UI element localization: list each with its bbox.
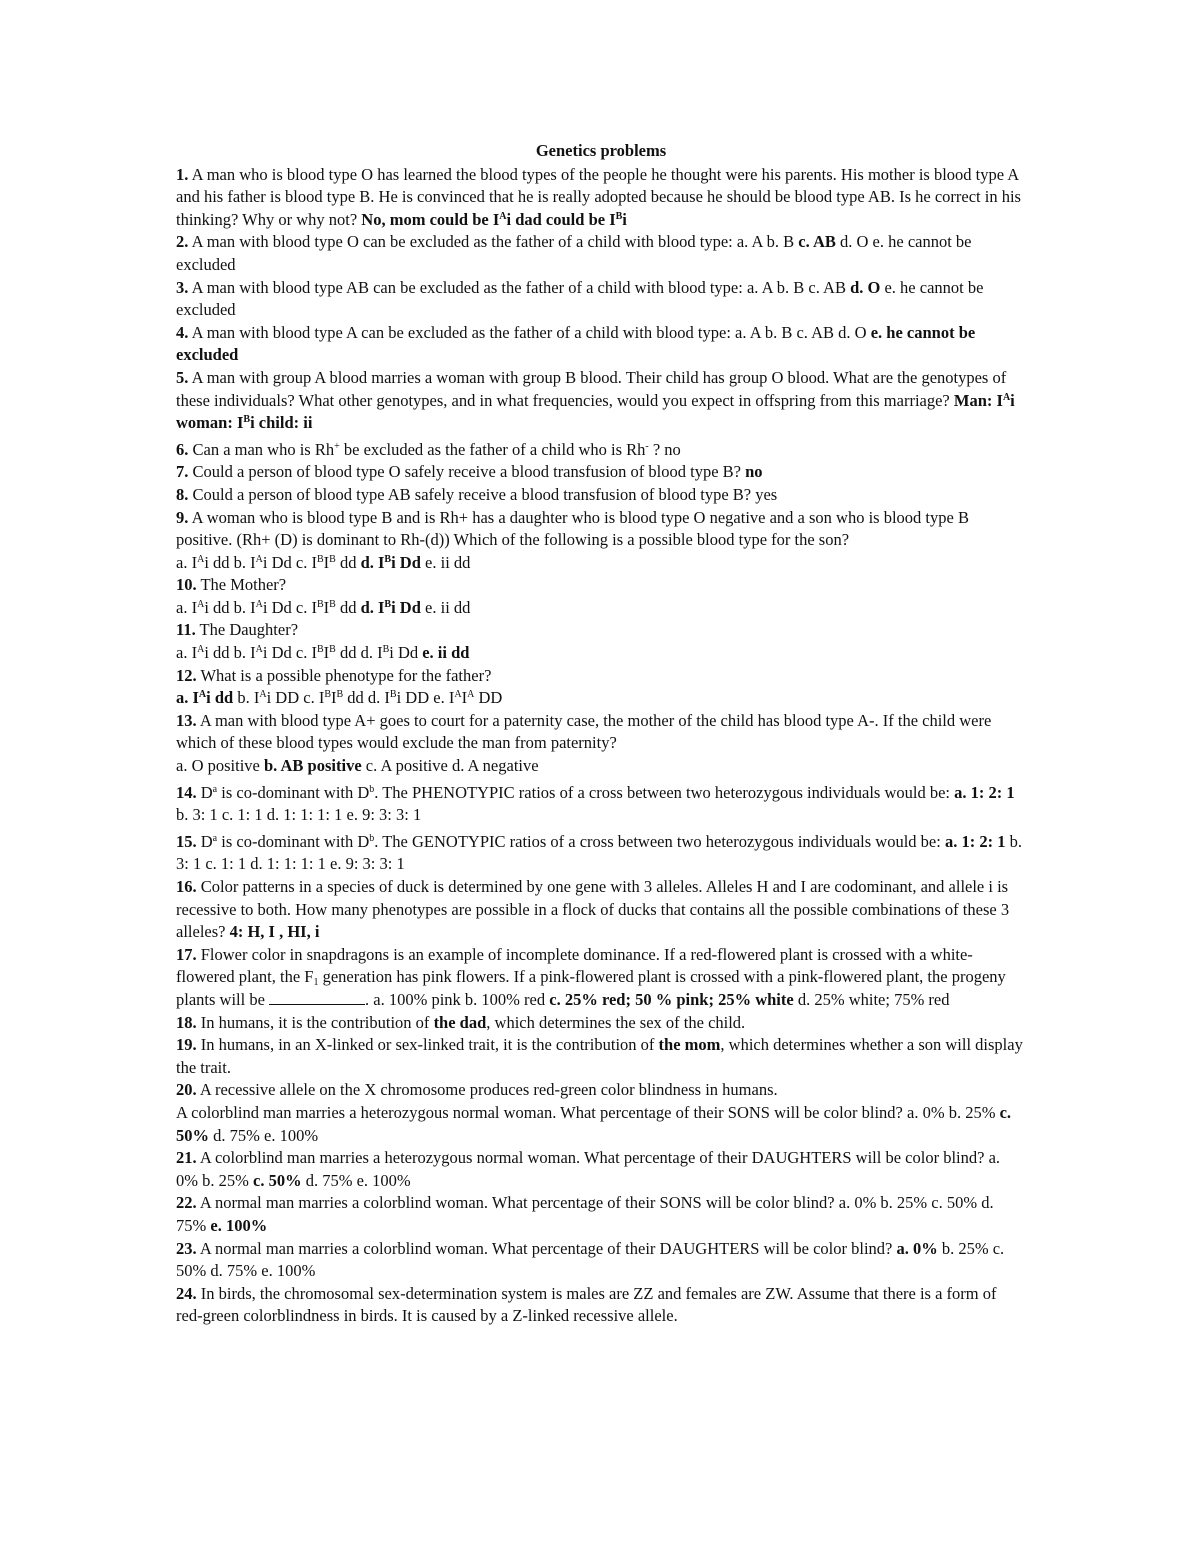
option-d: i Dd: [391, 597, 426, 617]
allele-superscript: a: [212, 832, 218, 844]
answer: [361, 598, 425, 617]
question-number: 5.: [176, 367, 189, 387]
allele-superscript: B: [316, 553, 324, 565]
worksheet-page: [176, 140, 1026, 1328]
question-6: [176, 439, 1026, 462]
question-number: 16.: [176, 877, 197, 896]
allele: I: [311, 552, 317, 572]
answer-part: i dad could be I: [506, 209, 616, 229]
question-text: Could a person of blood type O safely receive a blood transfusion of blood type B?: [188, 462, 746, 482]
question-text: D: [196, 831, 213, 851]
question-text: Flower color in snapdragons is an example of incomplete dominance. If a red-flowered plant is crossed with a white-flowered plant, the F: [176, 944, 973, 987]
question-number: 17.: [176, 944, 197, 964]
answer-part: Man: I: [953, 390, 1003, 410]
answer: b. AB positive: [264, 756, 362, 776]
options-9: [176, 552, 1026, 575]
allele-superscript: B: [324, 689, 331, 701]
question-options: d. 75% e. 100%: [209, 1125, 319, 1145]
question-options: b. 25% c. 50% d. 75% e. 100%: [176, 1238, 1005, 1281]
answer: the dad: [433, 1012, 487, 1032]
allele-superscript: A: [255, 598, 263, 610]
question-text: , which determines the sex of the child.: [486, 1012, 746, 1032]
question-number: 9.: [176, 507, 189, 527]
question-text: A man with blood type O can be excluded as the father of a child with blood type: a. A b. B: [188, 232, 799, 252]
question-text: ? no: [648, 439, 681, 459]
question-1: [176, 164, 1026, 232]
option-e: e.: [433, 688, 449, 708]
page-title: Genetics problems: [535, 141, 667, 160]
allele-superscript: A: [454, 689, 462, 701]
question-15: [176, 831, 1026, 876]
option-a: i dd: [204, 552, 234, 572]
allele-superscript: B: [329, 644, 336, 656]
option-a: a.: [176, 597, 192, 617]
option-a: a. O positive: [176, 756, 264, 776]
allele-superscript: B: [316, 598, 324, 610]
answer: e. he cannot be excluded: [176, 322, 976, 365]
answer: e. ii dd: [422, 643, 470, 663]
options-13: [176, 755, 1026, 778]
answer: e. 100%: [210, 1215, 268, 1235]
question-text: In birds, the chromosomal sex-determination system is males are ZZ and females are ZW. Assume that there is a form of red-green colorblindness in birds. It is caused by a Z-linked recessive allele.: [176, 1283, 997, 1326]
options-11: [176, 642, 1026, 665]
answer: c. 25% red; 50 % pink; 25% white: [549, 989, 794, 1009]
allele-superscript: A: [255, 553, 263, 565]
answer: d. O: [850, 277, 881, 297]
option-d: d.: [360, 552, 378, 572]
question-22: [176, 1192, 1026, 1237]
question-text: A colorblind man marries a heterozygous normal woman. What percentage of their DAUGHTERS will be color blind? a. 0% b. 25%: [176, 1148, 1001, 1190]
option-e: e. ii dd: [425, 597, 471, 617]
option-a: a.: [176, 552, 192, 572]
allele-superscript: A: [198, 689, 207, 701]
allele: I: [253, 688, 260, 708]
answer: c. AB: [798, 232, 836, 252]
option-b: i Dd: [262, 643, 296, 663]
question-text: A colorblind man marries a heterozygous normal woman. What percentage of their SONS will be color blind? a. 0% b. 25%: [176, 1102, 1000, 1122]
allele: I: [461, 688, 468, 708]
allele: I: [323, 552, 330, 572]
question-number: 23.: [176, 1238, 197, 1258]
question-text: A woman who is blood type B and is Rh+ has a daughter who is blood type O negative and a son who is blood type B positive. (Rh+ (D) is dominant to Rh-(d)) Which of the following is a possible blood type for the son?: [176, 507, 969, 550]
allele-superscript: A: [197, 644, 205, 656]
option-d: d.: [367, 688, 385, 708]
allele-superscript: B: [382, 644, 390, 656]
question-2: [176, 231, 1026, 276]
question-text: is co-dominant with D: [217, 831, 370, 851]
question-text: , which determines whether a son will display the trait.: [176, 1035, 1023, 1077]
allele: I: [377, 643, 383, 663]
allele: I: [250, 597, 256, 617]
option-b: b.: [233, 552, 251, 572]
answer: c. 50%: [176, 1102, 1012, 1145]
question-number: 6.: [176, 439, 189, 459]
question-4: [176, 322, 1026, 367]
answer: a. 0%: [896, 1238, 938, 1258]
allele-superscript: b: [369, 783, 375, 795]
question-text: A normal man marries a colorblind woman. What percentage of their SONS will be color blind? a. 0% b. 25% c. 50% d. 75%: [176, 1193, 994, 1235]
allele-superscript: A: [255, 644, 263, 656]
question-options: c. A positive d. A negative: [361, 756, 539, 776]
option-c: dd: [343, 688, 368, 708]
question-text: A man with blood type A+ goes to court for a paternity case, the mother of the child has blood type A-. If the child were which of these blood types would exclude the man from paternity?: [176, 710, 992, 753]
option-c: c.: [295, 552, 312, 572]
question-19: [176, 1034, 1026, 1079]
allele: I: [250, 552, 256, 572]
option-c: dd: [335, 597, 361, 617]
answer: [176, 688, 233, 707]
question-text: A man with blood type A can be excluded as the father of a child with blood type: a. A b. B c. AB d. O: [188, 322, 871, 342]
allele: I: [318, 688, 325, 708]
option-b: i DD: [266, 688, 304, 708]
allele-superscript: A: [197, 553, 205, 565]
rh-superscript: -: [645, 440, 649, 452]
allele: I: [323, 597, 330, 617]
answer: [361, 210, 627, 229]
question-number: 21.: [176, 1148, 197, 1168]
option-b: b.: [233, 643, 251, 663]
question-number: 10.: [176, 575, 197, 595]
question-text: is co-dominant with D: [217, 782, 370, 802]
question-23: [176, 1238, 1026, 1283]
question-number: 20.: [176, 1080, 197, 1100]
question-text: A man who is blood type O has learned the blood types of the people he thought were his parents. His mother is blood type A and his father is blood type B. He is convinced that he is really adopted because he should be blood type AB. Is he correct in his thinking? Why or why not?: [176, 164, 1021, 229]
allele-superscript: B: [389, 689, 397, 701]
question-text: D: [196, 782, 213, 802]
question-9: [176, 507, 1026, 552]
allele: I: [250, 643, 256, 663]
question-20-part: [176, 1102, 1026, 1147]
question-number: 24.: [176, 1283, 197, 1303]
option-c: c.: [295, 643, 312, 663]
question-number: 14.: [176, 782, 197, 802]
allele: I: [191, 643, 198, 663]
question-text: be excluded as the father of a child who is Rh: [339, 439, 646, 459]
allele-superscript: B: [615, 210, 623, 222]
option-a: i dd: [204, 597, 234, 617]
answer: no: [745, 462, 763, 482]
question-3: [176, 277, 1026, 322]
question-text: A normal man marries a colorblind woman. What percentage of their DAUGHTERS will be color blind?: [196, 1238, 897, 1258]
question-text: Can a man who is Rh: [188, 439, 335, 459]
question-number: 7.: [176, 462, 189, 482]
question-text: The Daughter?: [195, 620, 299, 640]
option-a: i dd: [204, 643, 234, 663]
allele-superscript: B: [243, 414, 251, 426]
question-options: e. he cannot be excluded: [176, 277, 984, 320]
question-17: [176, 944, 1026, 1012]
question-options: d. O e. he cannot be excluded: [176, 232, 972, 274]
option-a: i dd: [206, 688, 234, 708]
option-c: c.: [303, 688, 319, 708]
allele: I: [191, 552, 198, 572]
option-c: c.: [295, 597, 312, 617]
answer: 4: H, I , HI, i: [229, 922, 320, 942]
allele-superscript: B: [384, 553, 392, 565]
question-20: [176, 1079, 1026, 1102]
option-d: d.: [360, 597, 378, 617]
option-d: i Dd: [389, 643, 423, 663]
allele-superscript: A: [499, 210, 507, 222]
allele: I: [311, 597, 317, 617]
allele-superscript: B: [336, 689, 344, 701]
options-12: [176, 687, 1026, 710]
question-number: 3.: [176, 277, 189, 297]
allele: I: [378, 552, 385, 572]
allele-superscript: B: [316, 644, 324, 656]
question-13: [176, 710, 1026, 755]
option-c: dd: [335, 643, 361, 663]
question-11: [176, 619, 1026, 642]
allele-superscript: A: [1002, 391, 1011, 403]
question-number: 18.: [176, 1012, 197, 1032]
allele-superscript: A: [467, 689, 475, 701]
question-number: 4.: [176, 322, 189, 342]
question-text: Could a person of blood type AB safely receive a blood transfusion of blood type B? yes: [188, 484, 778, 504]
allele: I: [191, 597, 198, 617]
options-10: [176, 597, 1026, 620]
answer-blank: [269, 990, 365, 1005]
answer: a. 1: 2: 1: [944, 831, 1006, 851]
allele: I: [192, 688, 199, 708]
option-b: b.: [237, 688, 254, 708]
answer-part: i: [622, 209, 627, 229]
question-16: [176, 876, 1026, 944]
allele: I: [448, 688, 455, 708]
allele-superscript: A: [259, 689, 267, 701]
question-21: [176, 1147, 1026, 1192]
question-text: The Mother?: [196, 575, 287, 595]
allele-superscript: b: [369, 832, 375, 844]
question-text: A man with blood type AB can be excluded as the father of a child with blood type: a. A b. B c. AB: [188, 277, 851, 297]
question-text: . The GENOTYPIC ratios of a cross between two heterozygous individuals would be:: [374, 831, 945, 851]
allele-superscript: a: [212, 783, 218, 795]
option-d: i Dd: [391, 552, 426, 572]
option-b: i Dd: [262, 552, 296, 572]
allele: I: [384, 688, 390, 708]
allele: I: [311, 643, 317, 663]
question-text: In humans, it is the contribution of: [196, 1012, 434, 1032]
answer-part: No, mom could be I: [361, 209, 500, 229]
question-number: 12.: [176, 665, 197, 685]
rh-superscript: +: [334, 440, 340, 452]
question-number: 19.: [176, 1035, 197, 1055]
question-8: [176, 484, 1026, 507]
question-text: . The PHENOTYPIC ratios of a cross between two heterozygous individuals would be:: [374, 782, 955, 802]
question-text: In humans, in an X-linked or sex-linked trait, it is the contribution of: [196, 1035, 659, 1055]
question-12: [176, 665, 1026, 688]
question-text: A recessive allele on the X chromosome produces red-green color blindness in humans.: [196, 1080, 778, 1100]
question-number: 2.: [176, 232, 189, 252]
question-number: 11.: [176, 620, 196, 640]
allele: I: [323, 643, 330, 663]
question-text: generation has pink flowers. If a pink-flowered plant is crossed with a pink-flowered plant, the progeny plants will be: [176, 967, 1006, 1009]
question-number: 8.: [176, 484, 189, 504]
option-d: i DD: [396, 688, 434, 708]
question-text: A man with group A blood marries a woman with group B blood. Their child has group O blood. What are the genotypes of these individuals? What other genotypes, and in what frequencies, would you expect in offspring from this marriage?: [176, 367, 1007, 410]
answer: a. 1: 2: 1: [954, 782, 1015, 802]
question-number: 13.: [176, 710, 197, 730]
option-a: a.: [176, 688, 193, 708]
question-text: What is a possible phenotype for the father?: [196, 665, 492, 685]
option-b: b.: [233, 597, 251, 617]
option-b: i Dd: [262, 597, 296, 617]
question-number: 15.: [176, 831, 197, 851]
option-a: a.: [176, 643, 192, 663]
question-14: [176, 782, 1026, 827]
answer: c. 50%: [253, 1170, 302, 1190]
allele: I: [378, 597, 385, 617]
question-options: d. 75% e. 100%: [301, 1170, 411, 1190]
answer: the mom: [658, 1035, 721, 1055]
question-options: . a. 100% pink b. 100% red: [365, 989, 550, 1009]
option-e: DD: [474, 688, 503, 708]
question-number: 22.: [176, 1193, 197, 1213]
option-d: d.: [360, 643, 378, 663]
question-text: Color patterns in a species of duck is determined by one gene with 3 alleles. Alleles H and I are codominant, and allele i is recessive to both. How many phenotypes are possible in a flock of ducks that contains all the possible combinations of these 3 alleles?: [176, 877, 1010, 942]
question-options: b. 3: 1 c. 1: 1 d. 1: 1: 1: 1 e. 9: 3: 3: 1: [176, 831, 1022, 874]
question-10: [176, 574, 1026, 597]
allele-superscript: B: [329, 553, 336, 565]
question-18: [176, 1012, 1026, 1035]
allele-superscript: B: [329, 598, 336, 610]
question-number: 1.: [176, 164, 189, 184]
option-c: dd: [335, 552, 361, 572]
question-5: [176, 367, 1026, 435]
allele-superscript: B: [384, 598, 392, 610]
allele: I: [331, 688, 337, 708]
question-options: b. 3: 1 c. 1: 1 d. 1: 1: 1: 1 e. 9: 3: 3: 1: [176, 805, 422, 825]
generation-subscript: 1: [313, 977, 319, 989]
allele-superscript: A: [197, 598, 205, 610]
option-e: e. ii dd: [425, 552, 471, 572]
question-options: d. 25% white; 75% red: [793, 989, 950, 1009]
answer-part: i child: ii: [250, 413, 313, 433]
answer: [361, 553, 425, 572]
question-7: [176, 461, 1026, 484]
answer-part: i woman: I: [176, 390, 1015, 433]
question-24: [176, 1283, 1026, 1328]
